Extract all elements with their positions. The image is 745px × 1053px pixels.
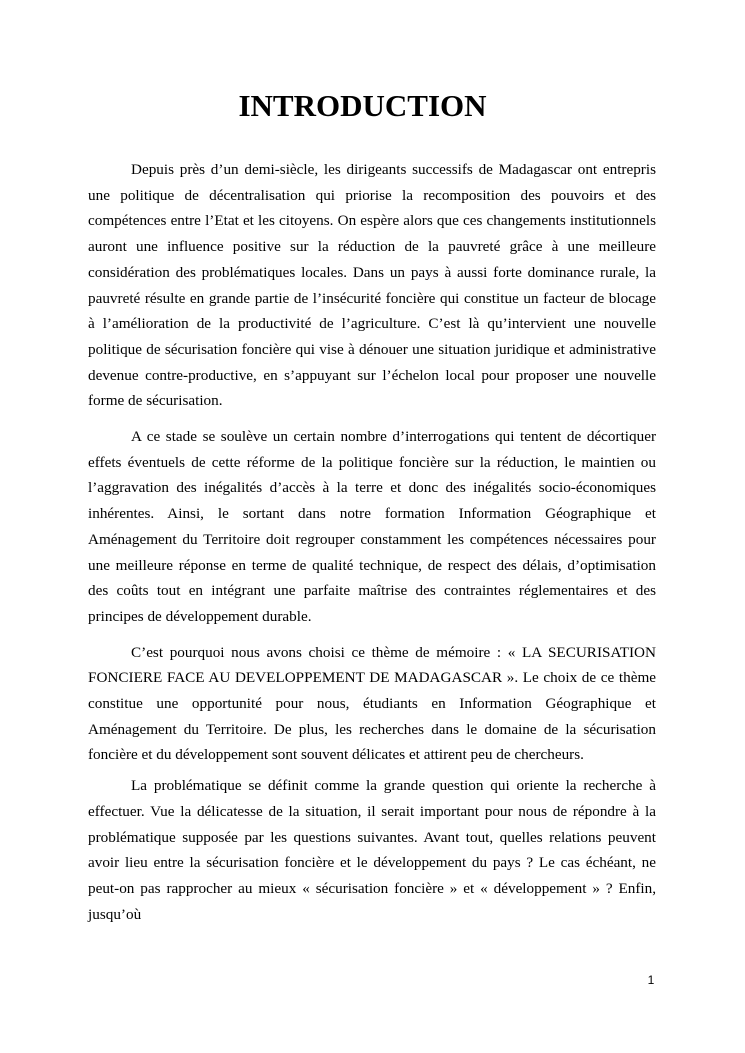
paragraph-interrogations: A ce stade se soulève un certain nombre d’interrogations qui tentent de décortiquer effets éventuels de cette réforme de la politique foncière sur la réduction, le maintien ou l’aggravation des inégalités d’accès à la terre et donc des inégalités socio-économiques inhérentes. Ainsi, le sortant dans notre formation Information Géographique et Aménagement du Territoire doit regrouper constamment les compétences nécessaires pour une meilleure réponse en terme de qualité technique, de respect des délais, d’optimisation des coûts tout en intégrant une parfaite maîtrise des contraintes réglementaires et des principes de développement durable. [88, 428, 656, 625]
page-number: 1 [647, 973, 655, 987]
paragraph-theme-choice: C’est pourquoi nous avons choisi ce thème de mémoire : « LA SECURISATION FONCIERE FACE AU DEVELOPPEMENT DE MADAGASCAR ». Le choix de ce thème constitue une opportunité pour nous, étudiants en Information Géographique et Aménagement du Territoire. De plus, les recherches dans le domaine de la sécurisation foncière et du développement sont souvent délicates et attirent peu de chercheurs. [88, 643, 656, 764]
body-text [88, 157, 656, 927]
page-title: INTRODUCTION [238, 88, 487, 123]
paragraph-problematique: La problématique se définit comme la grande question qui oriente la recherche à effectuer. Vue la délicatesse de la situation, il serait important pour nous de répondre à la problématique supposée par les questions suivantes. Avant tout, quelles relations peuvent avoir lieu entre la sécurisation foncière et le développement du pays ? Le cas échéant, ne peut-on pas rapprocher au mieux « sécurisation foncière » et « développement » ? Enfin, jusqu’où [88, 777, 656, 923]
paragraph-decentralisation: Depuis près d’un demi-siècle, les dirigeants successifs de Madagascar ont entrepris une politique de décentralisation qui priorise la recomposition des pouvoirs et des compétences entre l’Etat et les citoyens. On espère alors que ces changements institutionnels auront une influence positive sur la réduction de la pauvreté grâce à une meilleure considération des problématiques locales. Dans un pays à aussi forte dominance rurale, la pauvreté résulte en grande partie de l’insécurité foncière qui constitue un facteur de blocage à l’amélioration de la productivité de l’agriculture. C’est là qu’intervient une nouvelle politique de sécurisation foncière qui vise à dénouer une situation juridique et administrative devenue contre-productive, en s’appuyant sur l’échelon local pour proposer une nouvelle forme de sécurisation. [88, 161, 656, 410]
